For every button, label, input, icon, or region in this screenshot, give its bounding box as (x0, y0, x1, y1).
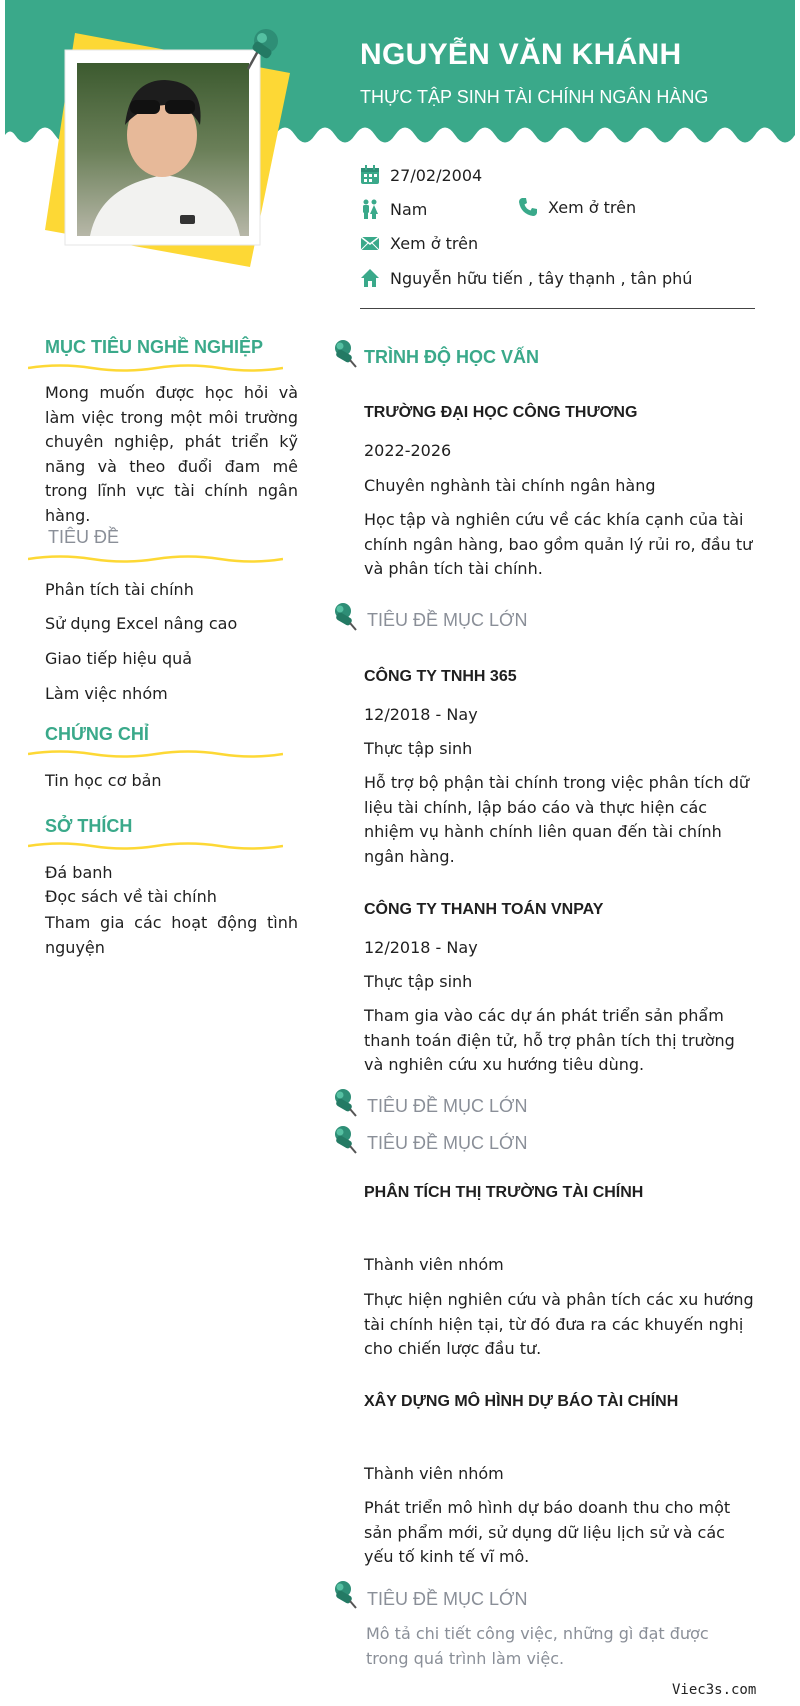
address-row (360, 268, 692, 288)
education-major: Chuyên nghành tài chính ngân hàng (364, 476, 656, 495)
address-value: Nguyễn hữu tiến , tây thạnh , tân phú (390, 268, 693, 288)
projects-title: TIÊU ĐỀ MỤC LỚN (367, 1133, 528, 1153)
home-icon (360, 268, 380, 288)
placeholder-section-title: TIÊU ĐỀ MỤC LỚN (367, 1589, 528, 1609)
pushpin-icon (330, 601, 358, 631)
pushpin-icon (330, 1579, 358, 1609)
education-desc: Học tập và nghiên cứu về các khía cạnh của tài chính ngân hàng, bao gồm quản lý rủi ro, đầu tư và phân tích tài chính. (364, 510, 753, 578)
hobby-item: Tham gia các hoạt động tình nguyện (45, 913, 298, 957)
skill-item: Giao tiếp hiệu quả (45, 649, 193, 668)
project-role: Thành viên nhóm (364, 1464, 504, 1483)
gender-icon (360, 199, 380, 219)
gender-value: Nam (390, 199, 428, 219)
skill-item: Phân tích tài chính (45, 580, 194, 599)
pushpin-icon (330, 1087, 358, 1117)
education-title: TRÌNH ĐỘ HỌC VẤN (364, 347, 539, 367)
phone-value[interactable]: Xem ở trên (548, 197, 637, 217)
job-period: 12/2018 - Nay (364, 938, 478, 957)
objective-title: MỤC TIÊU NGHỀ NGHIỆP (45, 337, 264, 357)
objective-text: Mong muốn được học hỏi và làm việc trong một môi trường chuyên nghiệp, phát triển kỹ năng và theo đuổi đam mê trong lĩnh vực tài chính ngân hàng. (45, 383, 298, 525)
job-position: Thực tập sinh (364, 972, 473, 991)
pushpin-icon (330, 338, 358, 368)
candidate-name: NGUYỄN VĂN KHÁNH (360, 38, 682, 71)
job-desc: Tham gia vào các dự án phát triển sản phẩm thanh toán điện tử, hỗ trợ phân tích thị trường và nghiên cứu xu hướng tiêu dùng. (364, 1006, 735, 1074)
gender-row (360, 199, 427, 219)
hobby-item: Đá banh (45, 863, 113, 882)
email-value[interactable]: Xem ở trên (390, 233, 479, 253)
envelope-icon (360, 233, 380, 253)
skill-item: Làm việc nhóm (45, 684, 168, 703)
project-desc: Thực hiện nghiên cứu và phân tích các xu hướng tài chính hiện tại, từ đó đưa ra các khuyến nghị cho chiến lược đầu tư. (364, 1290, 754, 1358)
job-company: CÔNG TY THANH TOÁN VNPAY (364, 901, 604, 918)
phone-icon (518, 197, 538, 217)
experience-title: TIÊU ĐỀ MỤC LỚN (367, 610, 528, 630)
email-row (360, 233, 478, 253)
hobby-item: Đọc sách về tài chính (45, 887, 217, 906)
hobbies-title: SỞ THÍCH (45, 816, 133, 836)
profile-photo (77, 63, 249, 236)
job-desc: Hỗ trợ bộ phận tài chính trong việc phân tích dữ liệu tài chính, lập báo cáo và thực hiện các nhiệm vụ hành chính liên quan đến tài chính ngân hàng. (364, 773, 750, 866)
phone-row (518, 197, 636, 217)
education-period: 2022-2026 (364, 441, 452, 460)
wave-divider (28, 362, 283, 372)
job-company: CÔNG TY TNHH 365 (364, 668, 517, 685)
skills-title: TIÊU ĐỀ (48, 527, 120, 547)
project-name: PHÂN TÍCH THỊ TRƯỜNG TÀI CHÍNH (364, 1184, 644, 1201)
skill-item: Sử dụng Excel nâng cao (45, 614, 238, 633)
wave-divider (28, 840, 283, 850)
info-divider (360, 308, 755, 309)
project-role: Thành viên nhóm (364, 1255, 504, 1274)
empty-section-title: TIÊU ĐỀ MỤC LỚN (367, 1096, 528, 1116)
birthday-value: 27/02/2004 (390, 165, 483, 185)
job-position: Thực tập sinh (364, 739, 473, 758)
watermark: Viec3s.com (672, 1682, 757, 1698)
project-name: XÂY DỰNG MÔ HÌNH DỰ BÁO TÀI CHÍNH (364, 1393, 679, 1410)
birthday-row (360, 165, 482, 185)
candidate-role: THỰC TẬP SINH TÀI CHÍNH NGÂN HÀNG (360, 87, 709, 107)
wave-divider (28, 553, 283, 563)
placeholder-desc: Mô tả chi tiết công việc, những gì đạt được trong quá trình làm việc. (366, 1624, 709, 1668)
job-period: 12/2018 - Nay (364, 705, 478, 724)
certificate-item: Tin học cơ bản (45, 771, 162, 790)
wave-divider (28, 748, 283, 758)
calendar-icon (360, 165, 380, 185)
certificates-title: CHỨNG CHỈ (45, 724, 149, 744)
project-desc: Phát triển mô hình dự báo doanh thu cho một sản phẩm mới, sử dụng dữ liệu lịch sử và các yếu tố kinh tế vĩ mô. (364, 1498, 731, 1566)
pushpin-icon (244, 25, 286, 73)
pushpin-icon (330, 1124, 358, 1154)
school-name: TRƯỜNG ĐẠI HỌC CÔNG THƯƠNG (364, 404, 638, 421)
